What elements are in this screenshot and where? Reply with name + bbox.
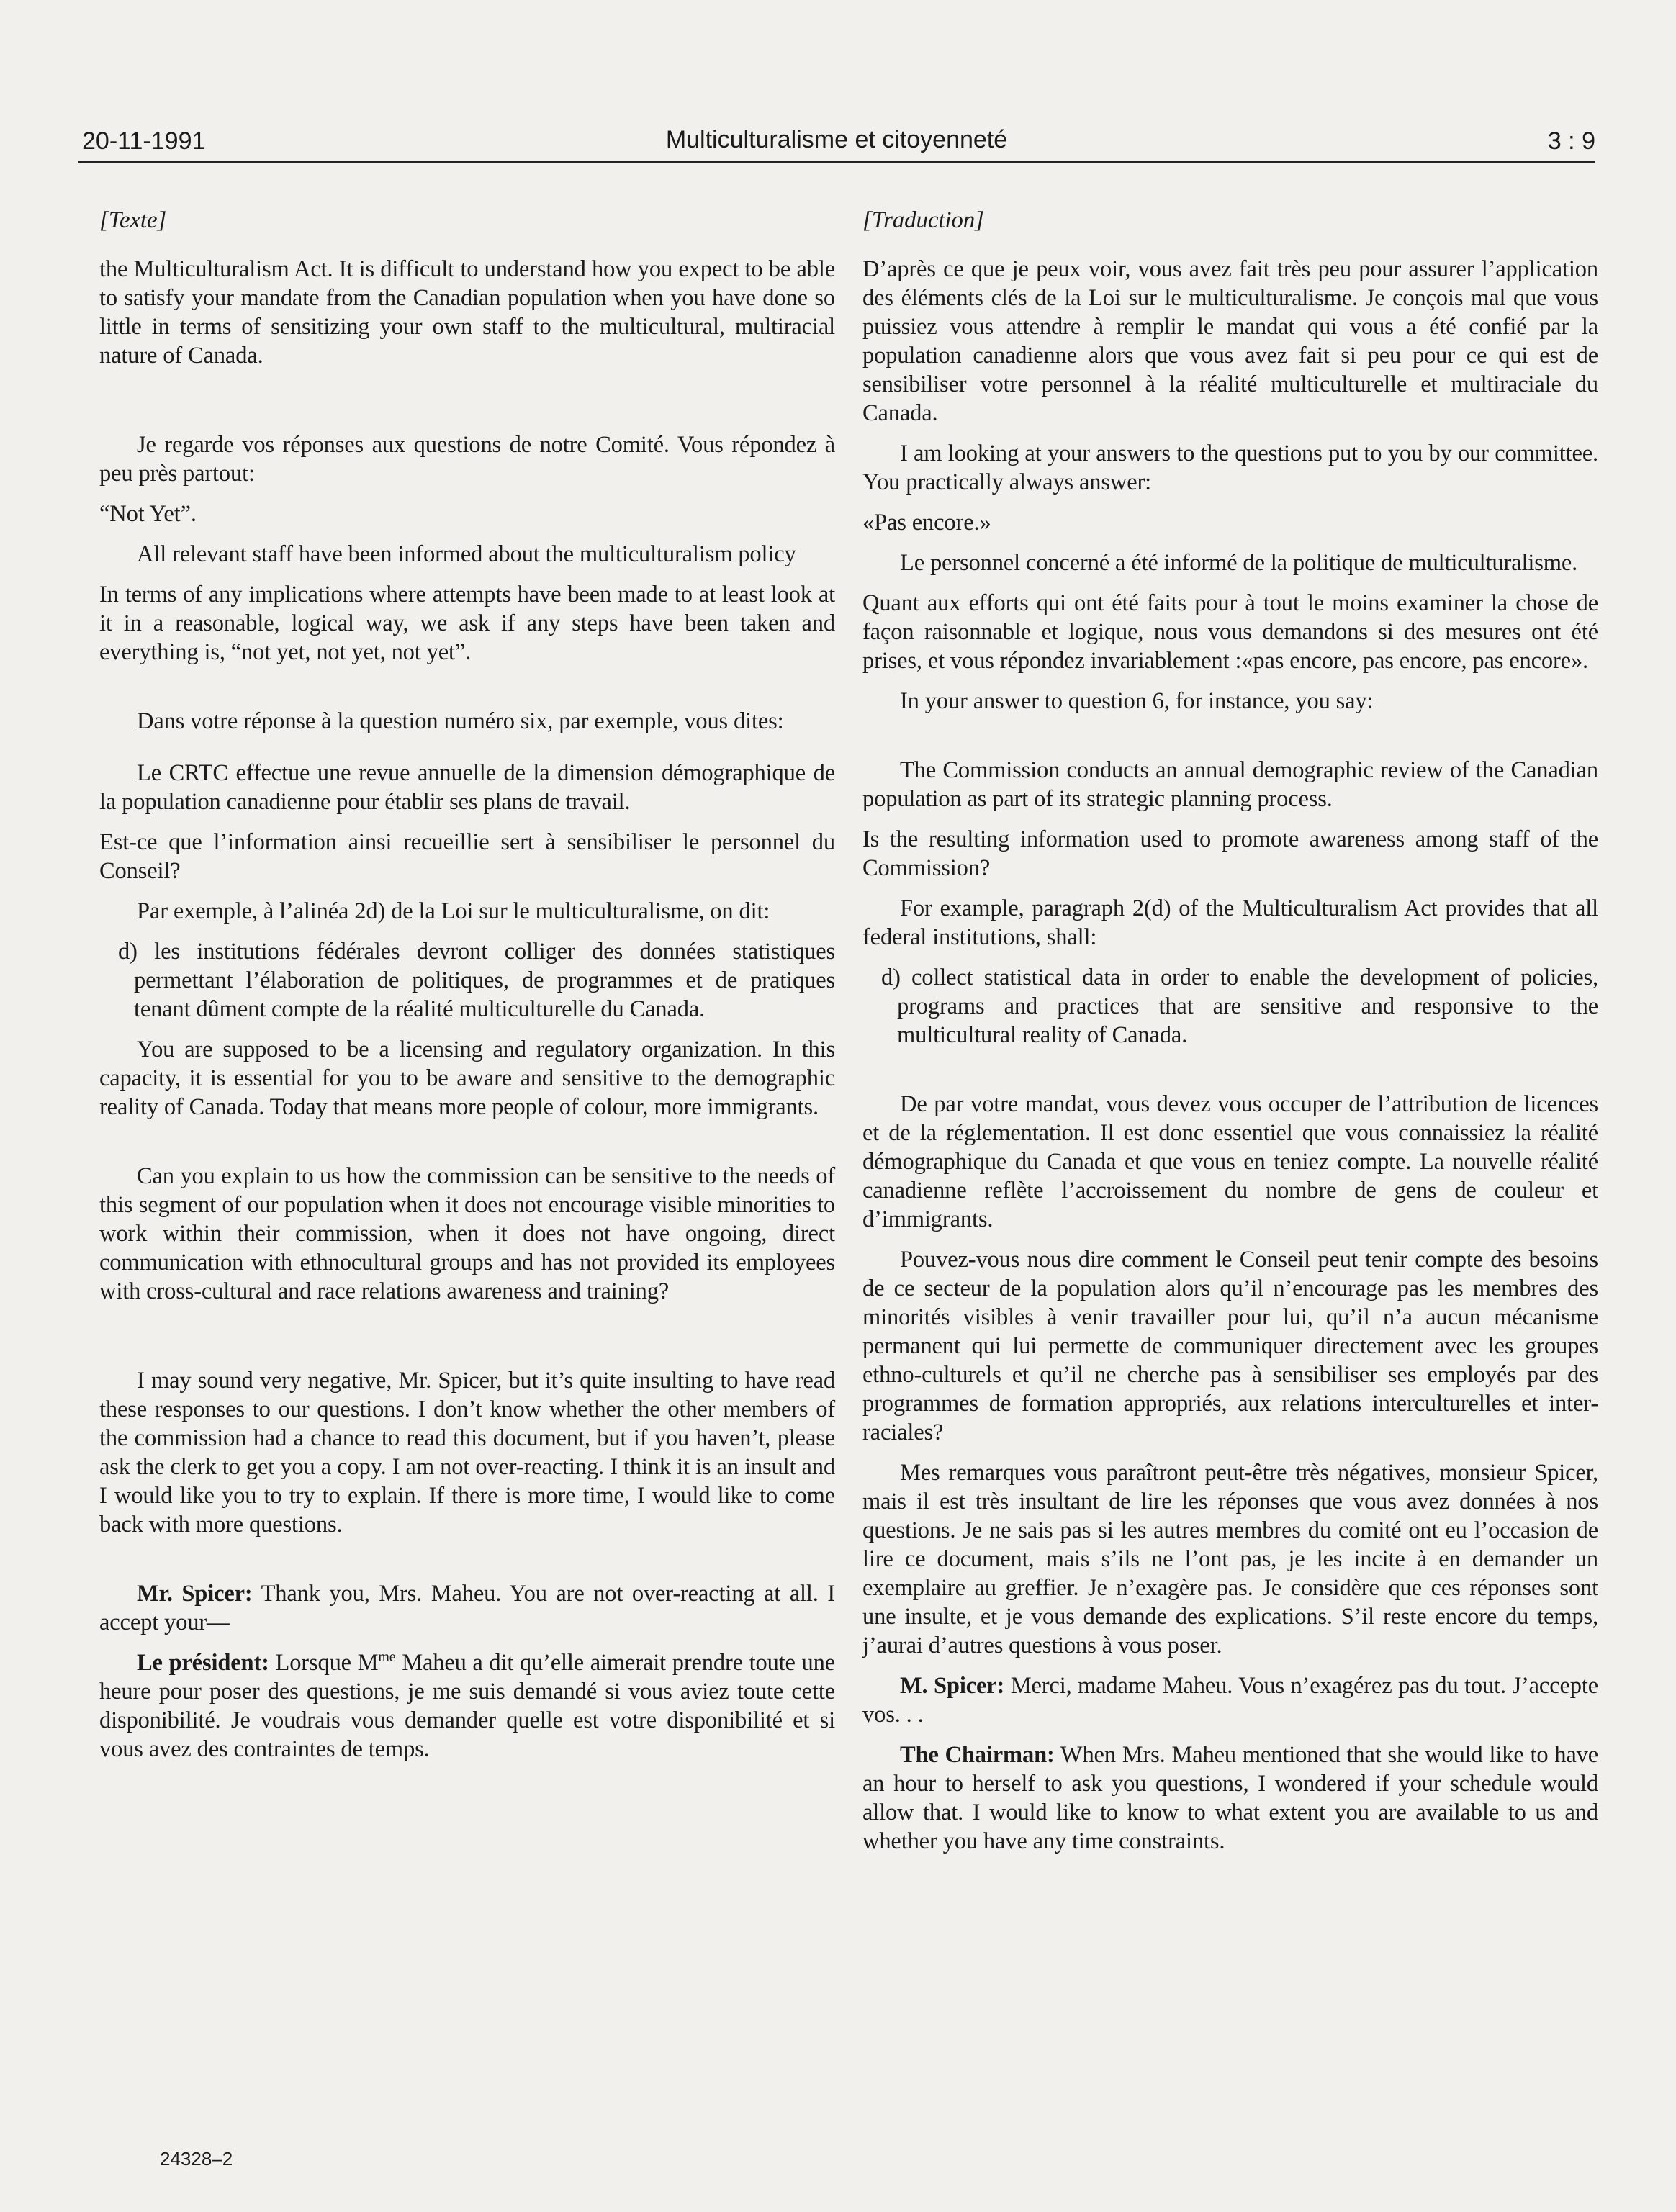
paragraph: The Commission conducts an annual demographic review of the Canadian population as part of its strategic planning process. bbox=[862, 757, 1598, 812]
paragraph: Mes remarques vous paraîtront peut-être très négatives, monsieur Spicer, mais il est très insultant de lire les réponses que vous avez données à nos questions. Je ne sais pas si les autres membres du comité ont eu l’occasion de lire ce document, mais s’ils ne l’ont pas, je les incite à en demander un exemplaire au greffier. Je n’exagère pas. Je considère que ces réponses sont une insulte, et je vous demande des explications. S’il reste encore du temps, j’aurai d’autres questions à vous poser. bbox=[862, 1460, 1598, 1658]
paragraph: “Not Yet”. bbox=[99, 501, 197, 527]
header-title: Multiculturalisme et citoyenneté bbox=[665, 126, 1008, 153]
paragraph: Le CRTC effectue une revue annuelle de la dimension démographique de la population canadienne pour établir ses plans de travail. bbox=[99, 760, 835, 815]
print-code: 24328–2 bbox=[160, 2148, 233, 2170]
paragraph: Le personnel concerné a été informé de la politique de multiculturalisme. bbox=[900, 550, 1578, 576]
text-tag: [Texte] bbox=[99, 207, 167, 233]
paragraph: For example, paragraph 2(d) of the Multiculturalism Act provides that all federal institutions, shall: bbox=[862, 895, 1598, 950]
paragraph: All relevant staff have been informed about the multiculturalism policy bbox=[137, 541, 796, 567]
paragraph: Can you explain to us how the commission can be sensitive to the needs of this segment of our population when it does not encourage visible minorities to work within their commission, when it does not have ongoing, direct communication with ethnocultural groups and has not provided its employees with cross-cultural and race relations awareness and training? bbox=[99, 1163, 835, 1304]
paragraph: «Pas encore.» bbox=[862, 510, 991, 536]
paragraph: I am looking at your answers to the questions put to you by our committee. You practically always answer: bbox=[862, 441, 1598, 495]
paragraph: Je regarde vos réponses aux questions de notre Comité. Vous répondez à peu près partout: bbox=[99, 432, 835, 487]
paragraph: Is the resulting information used to promote awareness among staff of the Commission? bbox=[862, 826, 1598, 881]
paragraph: Par exemple, à l’alinéa 2d) de la Loi sur le multiculturalisme, on dit: bbox=[137, 898, 770, 924]
paragraph: In your answer to question 6, for instance, you say: bbox=[900, 688, 1374, 714]
paragraph: De par votre mandat, vous devez vous occuper de l’attribution de licences et de la réglementation. Il est donc essentiel que vous connaissiez la réalité démographique du Canada et que vous en teniez compte. La nouvelle réalité canadienne reflète l’accroissement du nombre de gens de couleur et d’immigrants. bbox=[862, 1091, 1598, 1232]
paragraph: The Chairman: When Mrs. Maheu mentioned that she would like to have an hour to herself to ask you questions, I wondered if your schedule would allow that. I would like to know to what extent you are available to us and whether you have any time constraints. bbox=[862, 1742, 1599, 1854]
running-header bbox=[78, 115, 1595, 163]
translation-tag: [Traduction] bbox=[862, 207, 984, 233]
paragraph: M. Spicer: Merci, madame Maheu. Vous n’exagérez pas du tout. J’accepte vos. . . bbox=[862, 1673, 1598, 1728]
paragraph: Est-ce que l’information ainsi recueillie sert à sensibiliser le personnel du Conseil? bbox=[99, 829, 835, 884]
paragraph: d) les institutions fédérales devront colliger des données statistiques permettant l’élaboration de politiques, de programmes et de pratiques tenant dûment compte de la réalité multiculturelle du Canada. bbox=[118, 939, 835, 1022]
paragraph: the Multiculturalism Act. It is difficult to understand how you expect to be able to satisfy your mandate from the Canadian population when you have done so little in terms of sensitizing your own staff to the multicultural, multiracial nature of Canada. bbox=[99, 256, 835, 369]
paragraph: Le président: Lorsque $M^{me}$ Maheu a dit qu’elle aimerait prendre toute une heure pour poser des questions, je me suis demandé si vous aviez toute cette disponibilité. Je voudrais vous demander quelle est votre disponibilité et si vous avez des contraintes de temps. bbox=[99, 1649, 835, 1762]
paragraph: D’après ce que je peux voir, vous avez fait très peu pour assurer l’application des éléments clés de la Loi sur le multiculturalisme. Je conçois mal que vous puissiez vous attendre à remplir le mandat qui vous a été confié par la population canadienne alors que vous avez fait si peu pour ce qui est de sensibiliser votre personnel à la réalité multiculturelle et multiraciale du Canada. bbox=[862, 256, 1598, 426]
paragraph: Mr. Spicer: Thank you, Mrs. Maheu. You are not over-reacting at all. I accept your— bbox=[99, 1581, 835, 1635]
paragraph: d) collect statistical data in order to enable the development of policies, programs and practices that are sensitive and responsive to the multicultural reality of Canada. bbox=[881, 965, 1598, 1048]
speaker-name: Mr. Spicer: bbox=[137, 1581, 253, 1607]
left-column bbox=[99, 206, 835, 1764]
speaker-name: M. Spicer: bbox=[900, 1673, 1005, 1699]
paragraph: You are supposed to be a licensing and regulatory organization. In this capacity, it is essential for you to be aware and sensitive to the demographic reality of Canada. Today that means more people of colour, more immigrants. bbox=[99, 1037, 835, 1120]
paragraph: Pouvez-vous nous dire comment le Conseil peut tenir compte des besoins de ce secteur de la population alors qu’il n’encourage pas les membres des minorités visibles à venir travailler pour lui, qu’il n’a aucun mécanisme permanent qui lui permette de communiquer directement avec les groupes ethno-culturels et qu’il ne cherche pas à sensibiliser ses employés par des programmes de formation appropriés, aux relations interculturelles et inter-raciales? bbox=[862, 1247, 1598, 1445]
page-number: 3 : 9 bbox=[1547, 127, 1595, 155]
header-date: 20-11-1991 bbox=[82, 127, 206, 155]
speaker-name: Le président: bbox=[137, 1650, 269, 1676]
paragraph: Quant aux efforts qui ont été faits pour à tout le moins examiner la chose de façon raisonnable et logique, nous vous demandons si des mesures ont été prises, et vous répondez invariablement :«pas encore, pas encore, pas encore». bbox=[862, 590, 1598, 674]
speaker-name: The Chairman: bbox=[900, 1742, 1055, 1768]
paragraph: I may sound very negative, Mr. Spicer, but it’s quite insulting to have read these responses to our questions. I don’t know whether the other members of the commission had a chance to read this document, but if you haven’t, please ask the clerk to get you a copy. I am not over-reacting. I think it is an insult and I would like you to try to explain. If there is more time, I would like to come back with more questions. bbox=[99, 1368, 835, 1538]
right-column bbox=[862, 206, 1598, 1856]
paragraph: Dans votre réponse à la question numéro six, par exemple, vous dites: bbox=[137, 708, 784, 734]
paragraph: In terms of any implications where attempts have been made to at least look at it in a reasonable, logical way, we ask if any steps have been taken and everything is, “not yet, not yet, not yet”. bbox=[99, 582, 835, 665]
